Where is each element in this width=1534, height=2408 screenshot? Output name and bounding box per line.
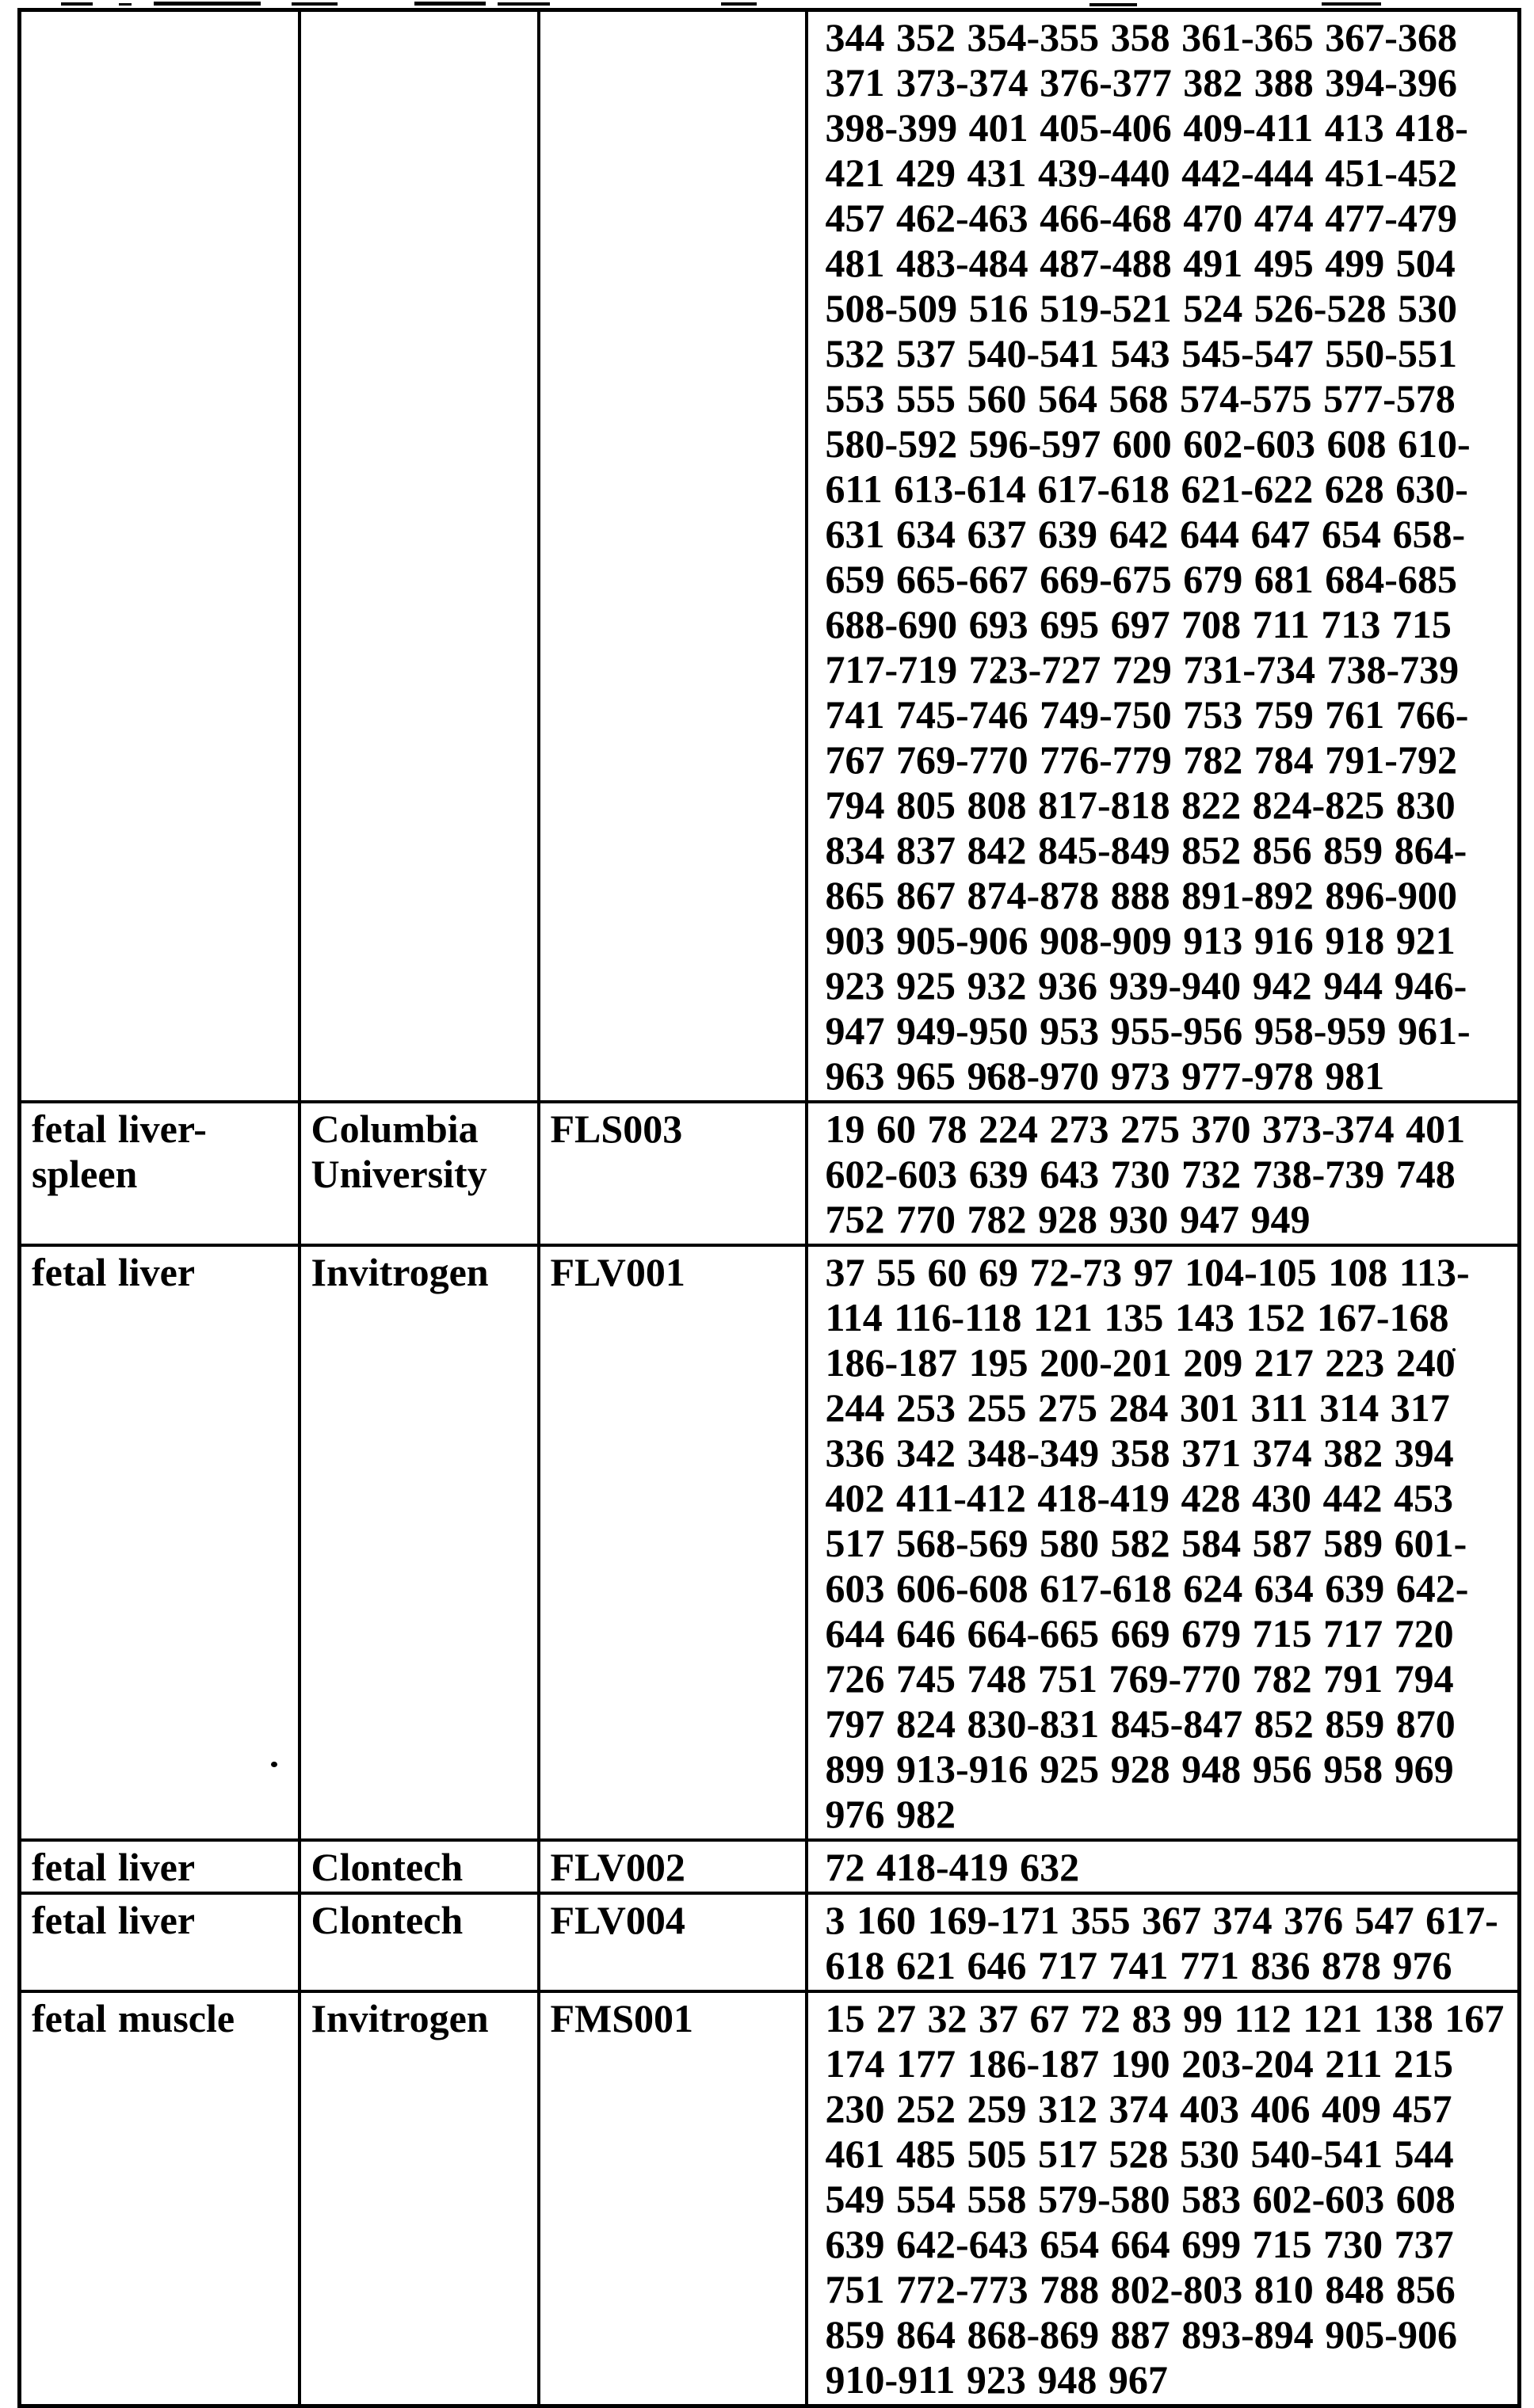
sequence-numbers-line: 549 554 558 579-580 583 602-603 608 (825, 2177, 1456, 2221)
sequence-numbers-line: 230 252 259 312 374 403 406 409 457 (825, 2086, 1452, 2131)
sequence-numbers-line: 174 177 186-187 190 203-204 211 215 (825, 2041, 1454, 2086)
source-line: Clontech (311, 1845, 464, 1889)
tissue-line: fetal liver- (32, 1107, 207, 1151)
tissue-cell (20, 1840, 300, 1893)
library-id: FLS003 (550, 1107, 683, 1151)
tissue-cell (20, 1991, 300, 2406)
sequence-numbers-line: 15 27 32 37 67 72 83 99 112 121 138 167 (825, 1996, 1505, 2040)
sequence-numbers-line: 752 770 782 928 930 947 949 (825, 1197, 1311, 1241)
sequence-numbers-line: 398-399 401 405-406 409-411 413 418- (825, 105, 1468, 150)
sequence-numbers-line: 72 418-419 632 (825, 1845, 1080, 1889)
library-id: FLV002 (550, 1845, 685, 1889)
table-row (20, 1102, 1520, 1245)
tissue-cell (20, 10, 300, 1103)
source-cell (300, 1102, 539, 1245)
library-id-cell (539, 1840, 807, 1893)
source-cell (300, 1245, 539, 1840)
sequence-numbers-line: 976 982 (825, 1792, 956, 1836)
library-id: FLV004 (550, 1898, 685, 1942)
sequence-numbers-line: 114 116-118 121 135 143 152 167-168 (825, 1295, 1449, 1339)
source-line: Invitrogen (311, 1996, 489, 2040)
sequence-numbers-line: 508-509 516 519-521 524 526-528 530 (825, 286, 1457, 330)
sequence-numbers-line: 618 621 646 717 741 771 836 878 976 (825, 1943, 1452, 1987)
sequence-numbers-cell (807, 1102, 1520, 1245)
library-id-cell (539, 1245, 807, 1840)
sequence-numbers-line: 402 411-412 418-419 428 430 442 453 (825, 1476, 1454, 1520)
sequence-numbers-line: 794 805 808 817-818 822 824-825 830 (825, 783, 1456, 827)
sequence-numbers-line: 517 568-569 580 582 584 587 589 601- (825, 1521, 1467, 1565)
sequence-numbers-line: 639 642-643 654 664 699 715 730 737 (825, 2222, 1454, 2266)
sequence-numbers-line: 741 745-746 749-750 753 759 761 766- (825, 692, 1469, 737)
sequence-numbers-line: 910-911 923 948 967 (825, 2357, 1168, 2402)
source-cell (300, 1840, 539, 1893)
sequence-numbers-cell (807, 1991, 1520, 2406)
sequence-numbers-line: 659 665-667 669-675 679 681 684-685 (825, 557, 1457, 601)
sequence-numbers-line: 859 864 868-869 887 893-894 905-906 (825, 2312, 1457, 2357)
sequence-numbers-line: 553 555 560 564 568 574-575 577-578 (825, 376, 1456, 421)
sequence-numbers-cell (807, 1893, 1520, 1991)
sequence-numbers-line: 244 253 255 275 284 301 311 314 317 (825, 1385, 1450, 1430)
library-id: FLV001 (550, 1250, 685, 1294)
source-line: Columbia (311, 1107, 479, 1151)
table-row (20, 1893, 1520, 1991)
tissue-cell (20, 1102, 300, 1245)
tissue-line: fetal liver (32, 1250, 196, 1294)
source-cell (300, 10, 539, 1103)
library-id-cell (539, 1102, 807, 1245)
sequence-numbers-line: 186-187 195 200-201 209 217 223 240 (825, 1340, 1456, 1385)
sequence-numbers-line: 421 429 431 439-440 442-444 451-452 (825, 150, 1457, 195)
sequence-numbers-line: 457 462-463 466-468 470 474 477-479 (825, 196, 1457, 240)
sequence-numbers-line: 726 745 748 751 769-770 782 791 794 (825, 1656, 1454, 1701)
sequence-numbers-line: 631 634 637 639 642 644 647 654 658- (825, 512, 1466, 556)
tissue-library-table (17, 8, 1521, 2408)
source-line: Invitrogen (311, 1250, 489, 1294)
tissue-line: fetal liver (32, 1845, 196, 1889)
sequence-numbers-line: 580-592 596-597 600 602-603 608 610- (825, 421, 1471, 466)
source-cell (300, 1991, 539, 2406)
sequence-numbers-line: 461 485 505 517 528 530 540-541 544 (825, 2132, 1454, 2176)
sequence-numbers-line: 947 949-950 953 955-956 958-959 961- (825, 1008, 1471, 1053)
sequence-numbers-line: 481 483-484 487-488 491 495 499 504 (825, 241, 1456, 285)
library-id: FMS001 (550, 1996, 694, 2040)
sequence-numbers-line: 644 646 664-665 669 679 715 717 720 (825, 1611, 1454, 1656)
sequence-numbers-line: 602-603 639 643 730 732 738-739 748 (825, 1152, 1456, 1196)
source-line: University (311, 1152, 487, 1196)
sequence-numbers-line: 834 837 842 845-849 852 856 859 864- (825, 828, 1467, 872)
tissue-cell (20, 1893, 300, 1991)
sequence-numbers-line: 3 160 169-171 355 367 374 376 547 617- (825, 1898, 1498, 1942)
library-id-cell (539, 1893, 807, 1991)
library-id-cell (539, 1991, 807, 2406)
sequence-numbers-line: 899 913-916 925 928 948 956 958 969 (825, 1747, 1454, 1791)
sequence-numbers-cell (807, 10, 1520, 1103)
sequence-numbers-line: 611 613-614 617-618 621-622 628 630- (825, 467, 1468, 511)
sequence-numbers-line: 797 824 830-831 845-847 852 859 870 (825, 1701, 1456, 1746)
sequence-numbers-line: 751 772-773 788 802-803 810 848 856 (825, 2267, 1456, 2311)
table-row (20, 10, 1520, 1103)
sequence-numbers-line: 688-690 693 695 697 708 711 713 715 (825, 602, 1452, 646)
source-cell (300, 1893, 539, 1991)
tissue-cell (20, 1245, 300, 1840)
sequence-numbers-line: 603 606-608 617-618 624 634 639 642- (825, 1566, 1469, 1610)
sequence-numbers-line: 336 342 348-349 358 371 374 382 394 (825, 1431, 1454, 1475)
tissue-line: fetal liver (32, 1898, 196, 1942)
sequence-numbers-line: 717-719 723-727 729 731-734 738-739 (825, 647, 1460, 692)
sequence-numbers-line: 344 352 354-355 358 361-365 367-368 (825, 15, 1457, 59)
sequence-numbers-line: 923 925 932 936 939-940 942 944 946- (825, 963, 1467, 1008)
table-row (20, 1991, 1520, 2406)
tissue-line: spleen (32, 1152, 138, 1196)
sequence-numbers-line: 19 60 78 224 273 275 370 373-374 401 (825, 1107, 1466, 1151)
table-row (20, 1245, 1520, 1840)
sequence-numbers-line: 532 537 540-541 543 545-547 550-551 (825, 331, 1457, 375)
sequence-numbers-cell (807, 1840, 1520, 1893)
table-row (20, 1840, 1520, 1893)
source-line: Clontech (311, 1898, 464, 1942)
sequence-numbers-line: 903 905-906 908-909 913 916 918 921 (825, 918, 1456, 962)
sequence-numbers-line: 767 769-770 776-779 782 784 791-792 (825, 737, 1457, 782)
library-id-cell (539, 10, 807, 1103)
sequence-numbers-line: 963 965 968-970 973 977-978 981 (825, 1054, 1385, 1098)
sequence-numbers-line: 371 373-374 376-377 382 388 394-396 (825, 60, 1457, 105)
table-body (20, 10, 1520, 2406)
tissue-line: fetal muscle (32, 1996, 235, 2040)
sequence-numbers-cell (807, 1245, 1520, 1840)
sequence-numbers-line: 37 55 60 69 72-73 97 104-105 108 113- (825, 1250, 1470, 1294)
sequence-numbers-line: 865 867 874-878 888 891-892 896-900 (825, 873, 1457, 917)
